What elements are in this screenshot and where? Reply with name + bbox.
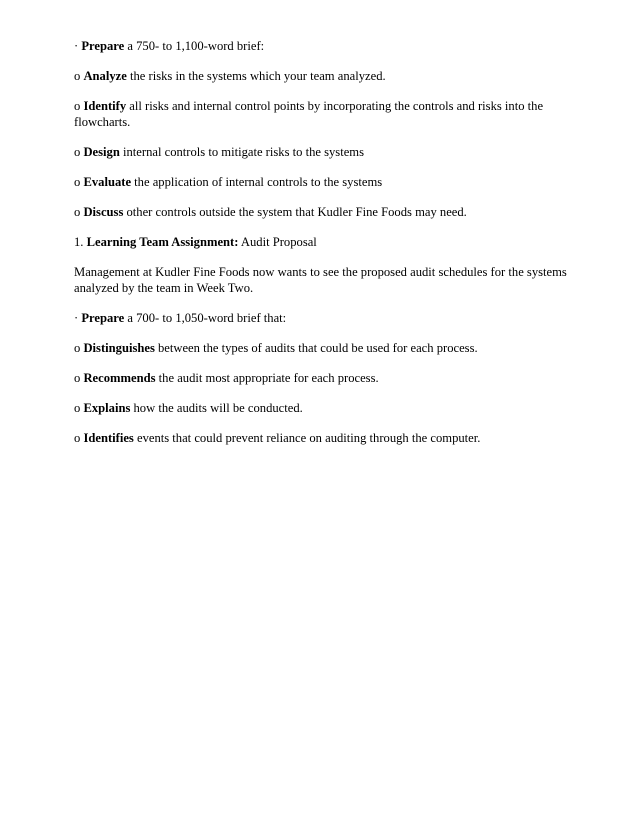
paragraph-text: the audit most appropriate for each process. <box>155 371 379 385</box>
paragraph-text: other controls outside the system that Kudler Fine Foods may need. <box>123 205 467 219</box>
bold-term: Recommends <box>83 371 156 385</box>
bullet-marker: o <box>74 401 84 415</box>
paragraph-identify <box>74 98 574 130</box>
bullet-marker: o <box>74 175 84 189</box>
paragraph-discuss <box>74 204 574 220</box>
paragraph-text: a 700- to 1,050-word brief that: <box>124 311 287 325</box>
paragraph-text: how the audits will be conducted. <box>130 401 303 415</box>
paragraph-text: the risks in the systems which your team analyzed. <box>126 69 386 83</box>
paragraph-prepare-brief-2 <box>74 310 574 326</box>
bold-term: Prepare <box>81 39 125 53</box>
paragraph-text: between the types of audits that could be used for each process. <box>154 341 478 355</box>
paragraph-text: events that could prevent reliance on auditing through the computer. <box>133 431 481 445</box>
paragraph-evaluate <box>74 174 574 190</box>
bold-term: Design <box>83 145 120 159</box>
bullet-marker: o <box>74 145 84 159</box>
bold-term: Distinguishes <box>83 341 155 355</box>
bold-term: Analyze <box>83 69 127 83</box>
number-marker: 1. <box>74 235 87 249</box>
bold-term: Learning Team Assignment: <box>86 235 239 249</box>
paragraph-assignment-heading <box>74 234 574 250</box>
paragraph-distinguishes <box>74 340 574 356</box>
paragraph-text: all risks and internal control points by incorporating the controls and risks into the flowcharts. <box>74 99 544 129</box>
bold-term: Discuss <box>83 205 124 219</box>
bullet-marker: o <box>74 205 84 219</box>
document-page <box>74 38 574 460</box>
paragraph-identifies <box>74 430 574 446</box>
bold-term: Identifies <box>83 431 134 445</box>
bold-term: Identify <box>83 99 127 113</box>
paragraph-text: Management at Kudler Fine Foods now wants to see the proposed audit schedules for the systems analyzed by the team in Week Two. <box>74 265 567 295</box>
bullet-marker: · <box>74 311 82 325</box>
bullet-marker: o <box>74 99 84 113</box>
paragraph-text: Audit Proposal <box>238 235 317 249</box>
bold-term: Evaluate <box>83 175 132 189</box>
paragraph-prepare-brief <box>74 38 574 54</box>
paragraph-design <box>74 144 574 160</box>
bullet-marker: o <box>74 431 84 445</box>
bold-term: Prepare <box>81 311 125 325</box>
bullet-marker: o <box>74 69 84 83</box>
paragraph-management <box>74 264 574 296</box>
bold-term: Explains <box>83 401 131 415</box>
paragraph-text: internal controls to mitigate risks to the systems <box>119 145 364 159</box>
paragraph-text: the application of internal controls to the systems <box>131 175 383 189</box>
bullet-marker: · <box>74 39 82 53</box>
paragraph-explains <box>74 400 574 416</box>
paragraph-recommends <box>74 370 574 386</box>
bullet-marker: o <box>74 341 84 355</box>
paragraph-text: a 750- to 1,100-word brief: <box>124 39 265 53</box>
paragraph-analyze <box>74 68 574 84</box>
bullet-marker: o <box>74 371 84 385</box>
